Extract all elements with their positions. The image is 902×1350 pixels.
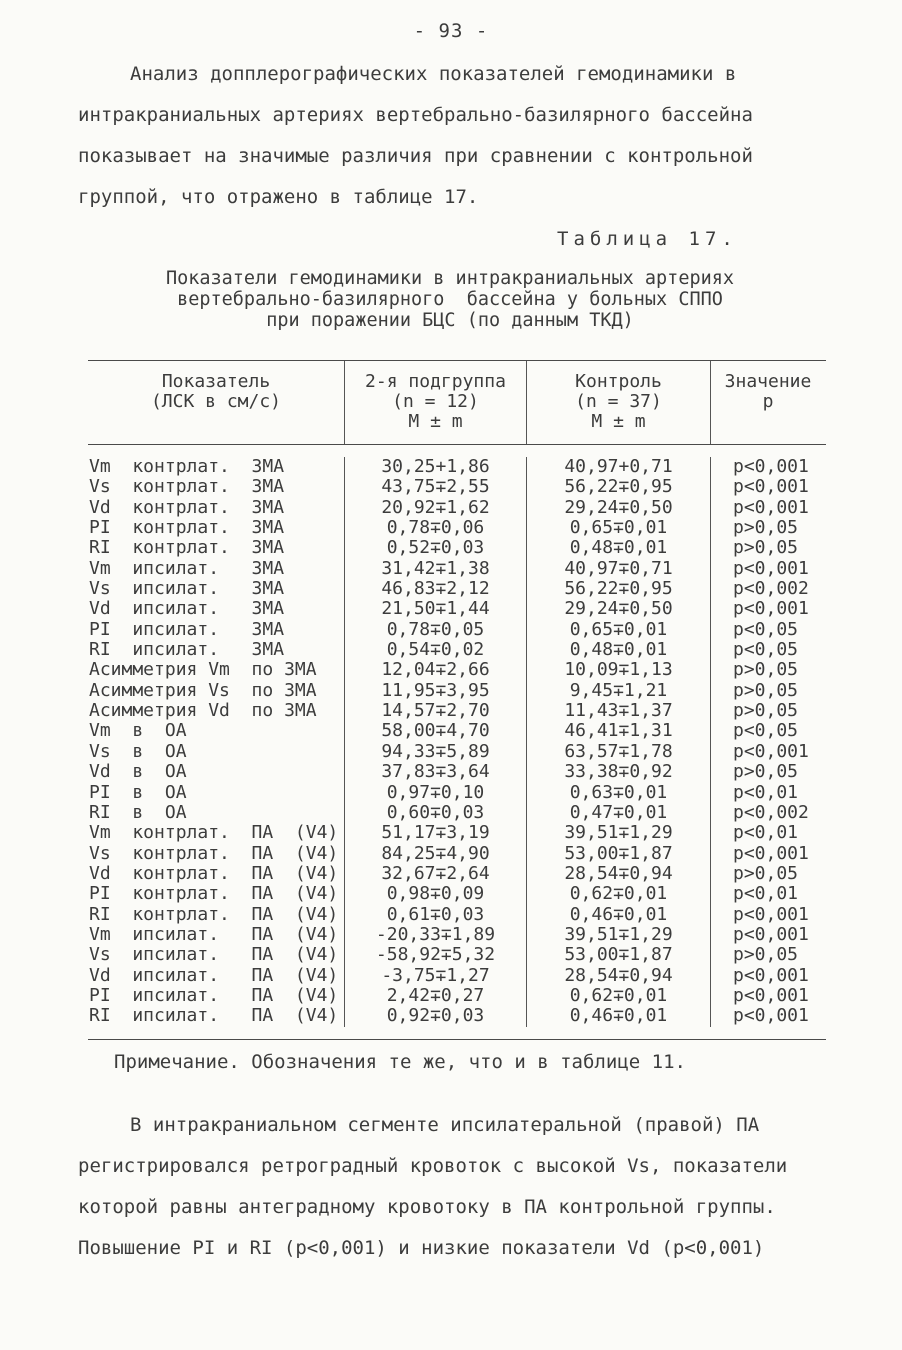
closing-paragraph — [78, 1105, 828, 1269]
cell-control-value: 63,57∓1,78 — [564, 741, 673, 762]
cell-control-value: 53,00∓1,87 — [564, 945, 673, 966]
text-line: интракраниальных артериях вертебрально-базилярного бассейна — [78, 104, 753, 126]
cell-control-value: 28,54∓0,94 — [564, 863, 673, 884]
cell-indicator: Vd в ОА — [89, 762, 187, 783]
cell-control-value: 39,51∓1,29 — [564, 823, 673, 844]
cell-p-value: p<0,01 — [733, 823, 799, 844]
cell-control-value: 56,22∓0,95 — [564, 579, 673, 600]
cell-subgroup-value: 0,78∓0,06 — [386, 518, 485, 539]
intro-paragraph — [78, 54, 828, 218]
cell-indicator: Vs контрлат. ЗМА — [89, 477, 285, 498]
cell-subgroup-value: 58,00∓4,70 — [381, 721, 490, 742]
header-line: Контроль — [575, 371, 662, 392]
cell-indicator: Vd контрлат. ПА (V4) — [89, 863, 339, 884]
cell-subgroup-value: 11,95∓3,95 — [381, 680, 490, 701]
cell-control-value: 39,51∓1,29 — [564, 924, 673, 945]
cell-indicator: Vm контрлат. ЗМА — [89, 457, 285, 477]
caption-line: вертебрально-базилярного бассейна у больных СППО — [177, 289, 723, 310]
cell-indicator: Vm в ОА — [89, 721, 187, 742]
cell-indicator: Асимметрия Vs по ЗМА — [89, 680, 317, 701]
cell-p-value: p<0,001 — [733, 457, 809, 477]
cell-p-value: p>0,05 — [733, 680, 799, 701]
cell-indicator: PI ипсилат. ЗМА — [89, 619, 285, 640]
table-header-row — [88, 361, 826, 444]
text-line: показывает на значимые различия при сравнении с контрольной — [78, 145, 753, 167]
header-line: Показатель — [161, 371, 271, 392]
cell-control-value: 0,65∓0,01 — [569, 619, 668, 640]
cell-control-value: 0,48∓0,01 — [569, 538, 668, 559]
cell-control-value: 0,65∓0,01 — [569, 518, 668, 539]
table-number: Таблица 17. — [557, 228, 738, 250]
cell-control-value: 0,47∓0,01 — [569, 802, 668, 823]
cell-subgroup-value: -58,92∓5,32 — [375, 945, 496, 966]
text-line: Анализ допплерографических показателей гемодинамики в — [130, 63, 737, 85]
cell-indicator: RI в ОА — [89, 802, 187, 823]
table-caption — [100, 268, 800, 331]
header-line: M ± m — [408, 411, 463, 432]
cell-control-value: 9,45∓1,21 — [569, 680, 668, 701]
column-control — [526, 457, 710, 1027]
cell-subgroup-value: 0,78∓0,05 — [386, 619, 485, 640]
cell-p-value: p>0,05 — [733, 518, 799, 539]
cell-indicator: PI в ОА — [89, 782, 187, 803]
hemodynamics-table — [88, 360, 826, 1040]
cell-p-value: p<0,05 — [733, 721, 799, 742]
header-subgroup — [344, 361, 526, 444]
cell-p-value: p<0,001 — [733, 1006, 809, 1027]
cell-control-value: 0,46∓0,01 — [569, 1006, 668, 1027]
cell-subgroup-value: 43,75∓2,55 — [381, 477, 490, 498]
cell-p-value: p<0,05 — [733, 640, 799, 661]
cell-subgroup-value: 12,04∓2,66 — [381, 660, 490, 681]
cell-subgroup-value: 20,92∓1,62 — [381, 497, 490, 518]
cell-subgroup-value: 51,17∓3,19 — [381, 823, 490, 844]
cell-p-value: p>0,05 — [733, 945, 799, 966]
text-line: В интракраниальном сегменте ипсилатеральной (правой) ПА — [130, 1114, 760, 1136]
cell-indicator: RI контрлат. ЗМА — [89, 538, 285, 559]
caption-line: Показатели гемодинамики в интракраниальных артериях — [165, 268, 735, 289]
cell-indicator: Vm ипсилат. ПА (V4) — [89, 924, 339, 945]
column-subgroup — [344, 457, 526, 1027]
cell-subgroup-value: 0,54∓0,02 — [386, 640, 485, 661]
header-line: (n = 37) — [575, 391, 662, 412]
cell-indicator: RI ипсилат. ЗМА — [89, 640, 285, 661]
header-control — [526, 361, 710, 444]
cell-indicator: Vm ипсилат. ЗМА — [89, 558, 285, 579]
cell-control-value: 53,00∓1,87 — [564, 843, 673, 864]
cell-indicator: Vm контрлат. ПА (V4) — [89, 823, 339, 844]
cell-subgroup-value: 2,42∓0,27 — [386, 985, 485, 1006]
cell-indicator: Vs контрлат. ПА (V4) — [89, 843, 339, 864]
cell-subgroup-value: -20,33∓1,89 — [375, 924, 496, 945]
cell-subgroup-value: 21,50∓1,44 — [381, 599, 490, 620]
cell-p-value: p<0,001 — [733, 497, 809, 518]
cell-indicator: RI ипсилат. ПА (V4) — [89, 1006, 339, 1027]
cell-p-value: p<0,05 — [733, 619, 799, 640]
text-line: которой равны антеградному кровотоку в ПА контрольной группы. — [78, 1196, 776, 1218]
cell-p-value: p<0,001 — [733, 965, 809, 986]
cell-control-value: 29,24∓0,50 — [564, 599, 673, 620]
cell-indicator: RI контрлат. ПА (V4) — [89, 904, 339, 925]
cell-control-value: 0,62∓0,01 — [569, 884, 668, 905]
header-indicator — [88, 361, 344, 444]
cell-p-value: p>0,05 — [733, 660, 799, 681]
page-number: - 93 - — [413, 20, 489, 42]
cell-p-value: p<0,002 — [733, 802, 809, 823]
cell-p-value: p>0,05 — [733, 538, 799, 559]
header-line: Значение — [724, 371, 812, 392]
cell-control-value: 28,54∓0,94 — [564, 965, 673, 986]
cell-control-value: 0,63∓0,01 — [569, 782, 668, 803]
cell-p-value: p<0,001 — [733, 904, 809, 925]
cell-subgroup-value: 0,97∓0,10 — [386, 782, 485, 803]
cell-control-value: 29,24∓0,50 — [564, 497, 673, 518]
text-line: регистрировался ретроградный кровоток с высокой Vs, показатели — [78, 1155, 788, 1177]
cell-control-value: 11,43∓1,37 — [564, 701, 673, 722]
cell-p-value: p<0,001 — [733, 843, 809, 864]
cell-p-value: p<0,001 — [733, 599, 809, 620]
cell-control-value: 10,09∓1,13 — [564, 660, 673, 681]
header-p-value — [710, 361, 825, 444]
cell-subgroup-value: 31,42∓1,38 — [381, 558, 490, 579]
cell-control-value: 40,97+0,71 — [564, 457, 673, 477]
cell-indicator: Vd ипсилат. ЗМА — [89, 599, 285, 620]
cell-p-value: p>0,05 — [733, 762, 799, 783]
cell-p-value: p<0,01 — [733, 884, 799, 905]
table-note: Примечание. Обозначения те же, что и в таблице 11. — [114, 1051, 686, 1073]
cell-control-value: 0,46∓0,01 — [569, 904, 668, 925]
cell-indicator: PI контрлат. ЗМА — [89, 518, 285, 539]
cell-indicator: Vd контрлат. ЗМА — [89, 497, 285, 518]
cell-subgroup-value: 0,61∓0,03 — [386, 904, 485, 925]
header-line: 2-я подгруппа — [365, 371, 506, 392]
cell-p-value: p>0,05 — [733, 863, 799, 884]
cell-p-value: p<0,001 — [733, 985, 809, 1006]
cell-subgroup-value: 0,60∓0,03 — [386, 802, 485, 823]
cell-indicator: PI контрлат. ПА (V4) — [89, 884, 339, 905]
cell-p-value: p<0,001 — [733, 477, 809, 498]
cell-p-value: p<0,001 — [733, 741, 809, 762]
cell-control-value: 0,62∓0,01 — [569, 985, 668, 1006]
cell-subgroup-value: 0,92∓0,03 — [386, 1006, 485, 1027]
caption-line: при поражении БЦС (по данным ТКД) — [266, 310, 634, 331]
cell-subgroup-value: 0,52∓0,03 — [386, 538, 485, 559]
header-line: (n = 12) — [392, 391, 479, 412]
cell-indicator: PI ипсилат. ПА (V4) — [89, 985, 339, 1006]
cell-indicator: Vs в ОА — [89, 741, 187, 762]
column-indicator — [88, 457, 344, 1027]
cell-p-value: p<0,001 — [733, 924, 809, 945]
header-line: (ЛСК в см/с) — [150, 391, 282, 412]
cell-indicator: Vs ипсилат. ПА (V4) — [89, 945, 339, 966]
cell-indicator: Асимметрия Vm по ЗМА — [89, 660, 317, 681]
cell-subgroup-value: 14,57∓2,70 — [381, 701, 490, 722]
cell-subgroup-value: 0,98∓0,09 — [386, 884, 485, 905]
cell-subgroup-value: 94,33∓5,89 — [381, 741, 490, 762]
cell-p-value: p<0,01 — [733, 782, 799, 803]
column-p-value — [710, 457, 825, 1027]
cell-subgroup-value: 46,83∓2,12 — [381, 579, 490, 600]
text-line: Повышение PI и RI (p<0,001) и низкие показатели Vd (p<0,001) — [78, 1237, 765, 1259]
cell-control-value: 46,41∓1,31 — [564, 721, 673, 742]
cell-subgroup-value: 30,25+1,86 — [381, 457, 490, 477]
cell-subgroup-value: 84,25∓4,90 — [381, 843, 490, 864]
cell-indicator: Асимметрия Vd по ЗМА — [89, 701, 317, 722]
cell-subgroup-value: 37,83∓3,64 — [381, 762, 490, 783]
header-line: p — [762, 391, 774, 412]
cell-indicator: Vs ипсилат. ЗМА — [89, 579, 285, 600]
cell-control-value: 56,22∓0,95 — [564, 477, 673, 498]
header-line: M ± m — [591, 411, 646, 432]
cell-control-value: 0,48∓0,01 — [569, 640, 668, 661]
table-body — [88, 445, 826, 1039]
cell-p-value: p>0,05 — [733, 701, 799, 722]
cell-subgroup-value: -3,75∓1,27 — [381, 965, 490, 986]
cell-p-value: p<0,002 — [733, 579, 809, 600]
cell-indicator: Vd ипсилат. ПА (V4) — [89, 965, 339, 986]
cell-control-value: 33,38∓0,92 — [564, 762, 673, 783]
cell-control-value: 40,97∓0,71 — [564, 558, 673, 579]
cell-subgroup-value: 32,67∓2,64 — [381, 863, 490, 884]
text-line: группой, что отражено в таблице 17. — [78, 186, 479, 208]
table-bottom-rule — [88, 1039, 826, 1040]
cell-p-value: p<0,001 — [733, 558, 809, 579]
